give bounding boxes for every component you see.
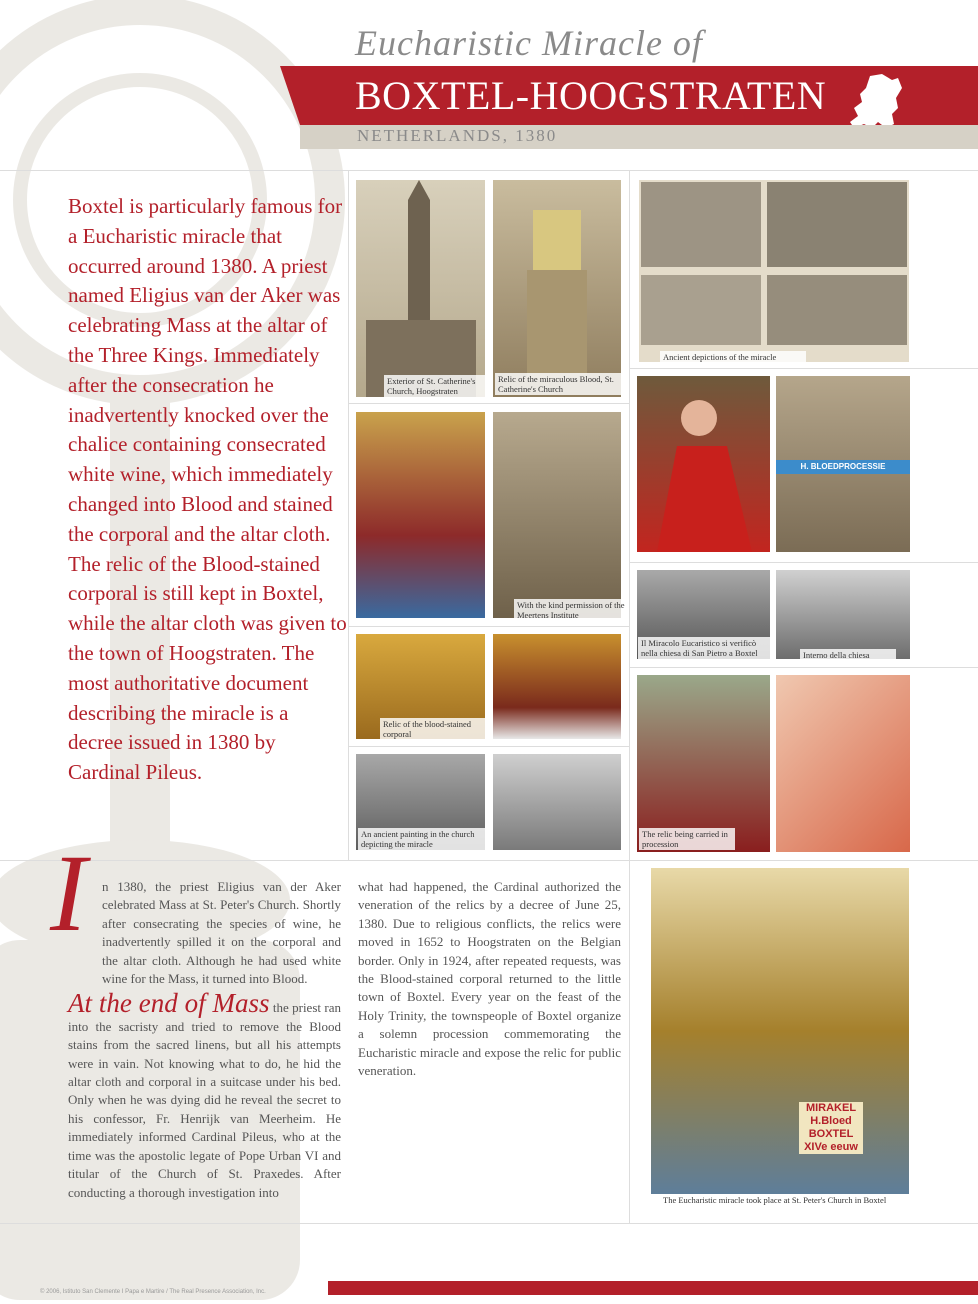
run-in-heading: At the end of Mass: [68, 988, 270, 1019]
caption: An ancient painting in the church depicting the miracle: [358, 828, 488, 850]
deathbed-painting-photo: [493, 754, 621, 850]
page-title: BOXTEL-HOOGSTRATEN: [355, 73, 827, 118]
body-paragraph: n 1380, the priest Eligius van der Aker celebrated Mass at St. Peter's Church. Shortly after consecrating the species of wine, he inadvertently spilled it on the corporal and the altar cloth. Although he had used white wine for the Mass, it turned into Blood.: [102, 879, 341, 987]
netherlands-map-icon: [848, 72, 904, 132]
priest-photo: [637, 376, 770, 552]
divider: [348, 746, 629, 747]
body-text: the priest ran into the sacristy and tried to remove the Blood stains from the sacred linens, but all his attempts were in vain. Not knowing what to do, he hid the altar cloth and corporal in a suitcase under his bed. Only when he was dying did he reveal the secret to his confessor, Fr. Henrijk van Meerheim. He immediately informed Cardinal Pileus, who at the time was the apostolic legate of Pope Urban VI and titular of the Church of St. Praxedes. After conducting a thorough investigation into: [68, 1000, 341, 1200]
divider: [629, 368, 978, 369]
relic-blood-photo: [493, 180, 621, 397]
subtitle: NETHERLANDS, 1380: [357, 126, 558, 145]
copyright: © 2006, Istituto San Clemente I Papa e Martire / The Real Presence Association, Inc.: [40, 1289, 266, 1295]
divider: [0, 1223, 978, 1224]
body-column-1: [68, 878, 341, 1202]
caption: Ancient depictions of the miracle: [660, 351, 806, 363]
altar-photo: [493, 412, 621, 618]
poster-text: MIRAKEL H.Bloed BOXTEL XIVe eeuw: [799, 1102, 863, 1154]
divider: [629, 562, 978, 563]
reliquary-shrine-photo: [493, 634, 621, 739]
procession-photo: [776, 376, 910, 552]
intro-text: Boxtel is particularly famous for a Eucharistic miracle that occurred around 1380. A priest named Eligius van der Aker was celebrating Mass at the altar of the Three Kings. Immediately after the consecration he inadvertently knocked over the chalice containing consecrated white wine, which immediately changed into Blood and stained the corporal and the altar cloth. The relic of the Blood-stained corporal is still kept in Boxtel, while the altar cloth was given to the town of Hoogstraten. The most authoritative document describing the miracle is a decree issued in 1380 by Cardinal Pileus.: [68, 194, 347, 785]
body-paragraph: [68, 990, 341, 1201]
divider: [0, 170, 978, 171]
procession-banner: H. BLOEDPROCESSIE: [776, 460, 910, 474]
illuminated-manuscript-photo: [356, 412, 485, 618]
dropcap: I: [50, 832, 87, 954]
divider: [348, 170, 349, 860]
red-engraving-photo: [776, 675, 910, 852]
caption: The relic being carried in procession: [639, 828, 735, 850]
divider: [0, 860, 978, 861]
divider: [348, 626, 629, 627]
church-exterior-photo: [356, 180, 485, 397]
script-title: Eucharistic Miracle of: [355, 23, 703, 63]
ancient-depictions-photo: [639, 180, 909, 362]
relic-carried-photo: [637, 675, 770, 852]
miracle-poster-photo: [651, 868, 909, 1194]
divider: [348, 403, 629, 404]
divider: [629, 667, 978, 668]
body-column-2: what had happened, the Cardinal authorized the veneration of the relics by a decree of June 25, 1380. Due to religious conflicts, the relics were moved in 1652 to Hoogstraten on the Belgian border. Only in 1924, after repeated requests, was the Blood-stained corporal returned to the little town of Boxtel. Every year on the feast of the Holy Trinity, the townspeople of Boxtel organize a solemn procession commemorating the Eucharistic miracle and expose the relic for public veneration.: [358, 879, 621, 1079]
caption: With the kind permission of the Meertens Institute: [514, 599, 628, 621]
caption: The Eucharistic miracle took place at St. Peter's Church in Boxtel: [660, 1194, 906, 1206]
divider: [629, 170, 630, 1223]
caption: Relic of the blood-stained corporal: [380, 718, 489, 740]
caption: Relic of the miraculous Blood, St. Catherine's Church: [495, 373, 621, 395]
caption: Il Miracolo Eucaristico si verificò nella chiesa di San Pietro a Boxtel: [638, 637, 772, 659]
church-interior-photo: [776, 570, 910, 659]
caption: Interno della chiesa: [800, 649, 896, 661]
caption: Exterior of St. Catherine's Church, Hoogstraten: [384, 375, 488, 397]
footer-bar: [328, 1281, 978, 1295]
